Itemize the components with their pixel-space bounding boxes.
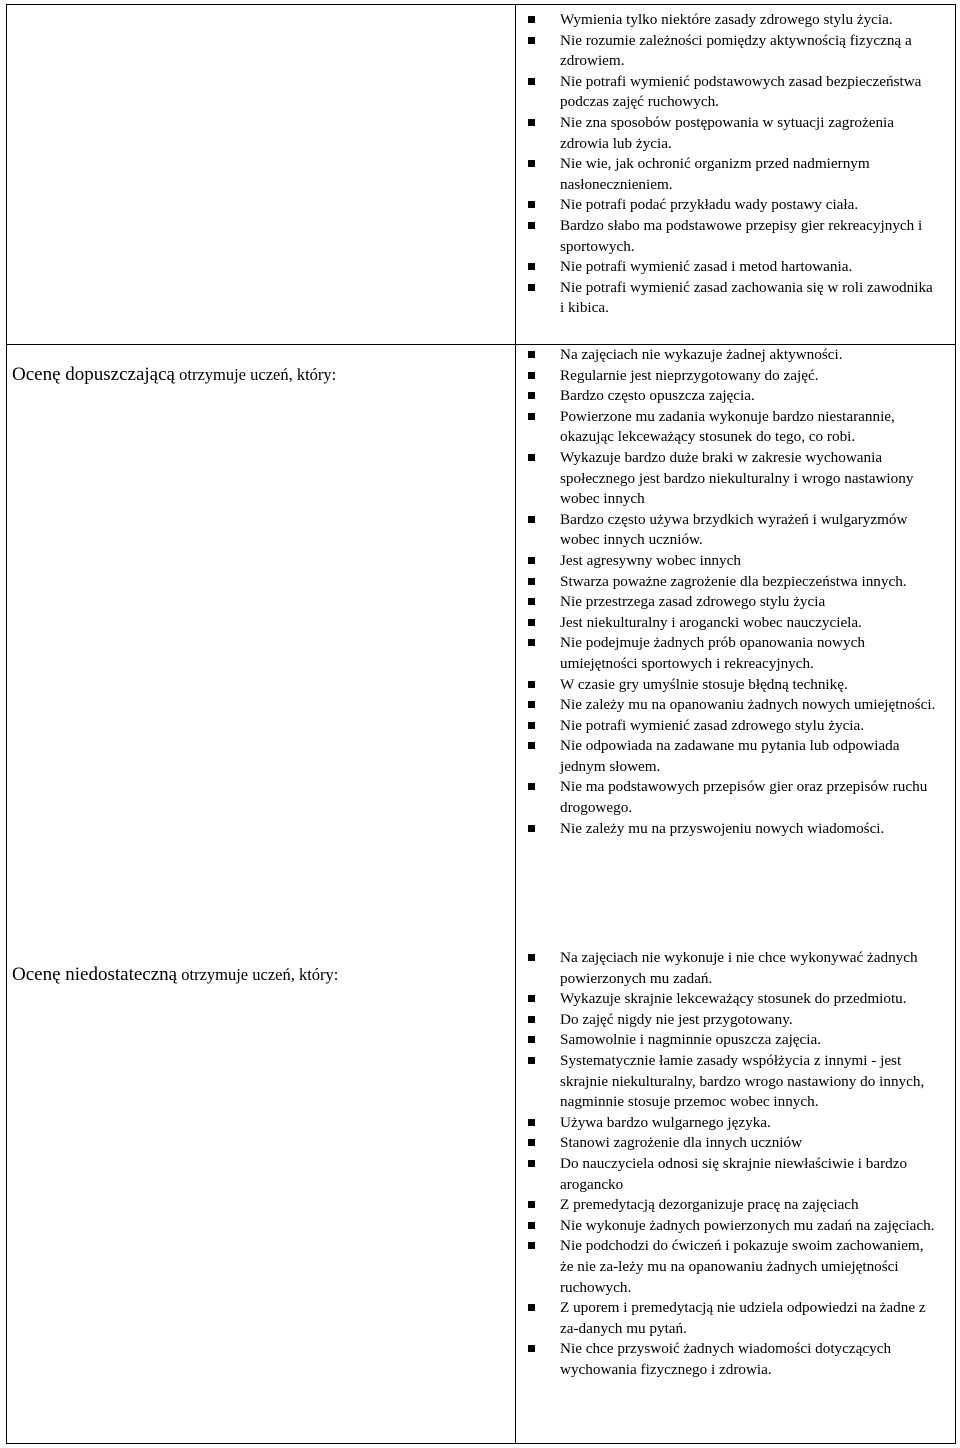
list-item: Nie przestrzega zasad zdrowego stylu życia [516, 592, 936, 613]
list-item: W czasie gry umyślnie stosuje błędną technikę. [516, 675, 936, 696]
list-item: Nie zależy mu na opanowaniu żadnych nowych umiejętności. [516, 695, 936, 716]
niedostateczna-criteria-list [516, 948, 936, 1380]
list-item: Samowolnie i nagminnie opuszcza zajęcia. [516, 1030, 936, 1051]
list-item: Nie zależy mu na przyswojeniu nowych wiadomości. [516, 819, 936, 840]
grade-name: Ocenę niedostateczną [12, 964, 178, 985]
list-item: Nie podchodzi do ćwiczeń i pokazuje swoim zachowaniem, że nie za-leży mu na opanowaniu żadnych umiejętności ruchowych. [516, 1236, 936, 1298]
list-item: Nie potrafi wymienić zasad i metod hartowania. [516, 257, 936, 278]
list-item: Nie potrafi wymienić zasad zachowania się w roli zawodnika i kibica. [516, 278, 936, 319]
list-item: Nie potrafi wymienić zasad zdrowego stylu życia. [516, 716, 936, 737]
list-item: Nie odpowiada na zadawane mu pytania lub odpowiada jednym słowem. [516, 736, 936, 777]
grade-label-niedostateczna [12, 965, 506, 985]
list-item: Nie ma podstawowych przepisów gier oraz przepisów ruchu drogowego. [516, 777, 936, 818]
list-item: Na zajęciach nie wykonuje i nie chce wykonywać żadnych powierzonych mu zadań. [516, 948, 936, 989]
list-item: Wykazuje skrajnie lekceważący stosunek do przedmiotu. [516, 989, 936, 1010]
list-item: Bardzo słabo ma podstawowe przepisy gier rekreacyjnych i sportowych. [516, 216, 936, 257]
list-item: Bardzo często opuszcza zajęcia. [516, 386, 936, 407]
list-item: Nie chce przyswoić żadnych wiadomości dotyczących wychowania fizycznego i zdrowia. [516, 1339, 936, 1380]
list-item: Stwarza poważne zagrożenie dla bezpieczeństwa innych. [516, 572, 936, 593]
list-item: Jest agresywny wobec innych [516, 551, 936, 572]
list-item: Z uporem i premedytacją nie udziela odpowiedzi na żadne z za-danych mu pytań. [516, 1298, 936, 1339]
list-item: Z premedytacją dezorganizuje pracę na zajęciach [516, 1195, 936, 1216]
grade-label-suffix: otrzymuje uczeń, który: [177, 965, 339, 984]
list-item: Wymienia tylko niektóre zasady zdrowego stylu życia. [516, 10, 936, 31]
list-item: Nie potrafi podać przykładu wady postawy ciała. [516, 195, 936, 216]
list-item: Systematycznie łamie zasady współżycia z innymi - jest skrajnie niekulturalny, bardzo wrogo nastawiony do innych, nagminnie stosuje przemoc wobec innych. [516, 1051, 936, 1113]
list-item: Regularnie jest nieprzygotowany do zajęć. [516, 366, 936, 387]
list-item: Do zajęć nigdy nie jest przygotowany. [516, 1010, 936, 1031]
dopuszczajaca-criteria-list [516, 345, 936, 839]
list-item: Nie zna sposobów postępowania w sytuacji zagrożenia zdrowia lub życia. [516, 113, 936, 154]
list-item: Bardzo często używa brzydkich wyrażeń i wulgaryzmów wobec innych uczniów. [516, 510, 936, 551]
list-item: Wykazuje bardzo duże braki w zakresie wychowania społecznego jest bardzo niekulturalny i wrogo nastawiony wobec innych [516, 448, 936, 510]
list-item: Nie wykonuje żadnych powierzonych mu zadań na zajęciach. [516, 1216, 936, 1237]
list-item: Nie potrafi wymienić podstawowych zasad bezpieczeństwa podczas zajęć ruchowych. [516, 72, 936, 113]
list-item: Jest niekulturalny i arogancki wobec nauczyciela. [516, 613, 936, 634]
list-item: Stanowi zagrożenie dla innych uczniów [516, 1133, 936, 1154]
list-item: Nie podejmuje żadnych prób opanowania nowych umiejętności sportowych i rekreacyjnych. [516, 633, 936, 674]
list-item: Nie wie, jak ochronić organizm przed nadmiernym nasłonecznieniem. [516, 154, 936, 195]
list-item: Na zajęciach nie wykazuje żadnej aktywności. [516, 345, 936, 366]
grade-label-dopuszczajaca [12, 365, 506, 385]
continued-criteria-list [516, 10, 936, 319]
list-item: Używa bardzo wulgarnego języka. [516, 1113, 936, 1134]
list-item: Nie rozumie zależności pomiędzy aktywnością fizyczną a zdrowiem. [516, 31, 936, 72]
grade-name: Ocenę dopuszczającą [12, 364, 175, 385]
list-item: Powierzone mu zadania wykonuje bardzo niestarannie, okazując lekceważący stosunek do tego, co robi. [516, 407, 936, 448]
grade-label-suffix: otrzymuje uczeń, który: [174, 365, 337, 384]
list-item: Do nauczyciela odnosi się skrajnie niewłaściwie i bardzo arogancko [516, 1154, 936, 1195]
